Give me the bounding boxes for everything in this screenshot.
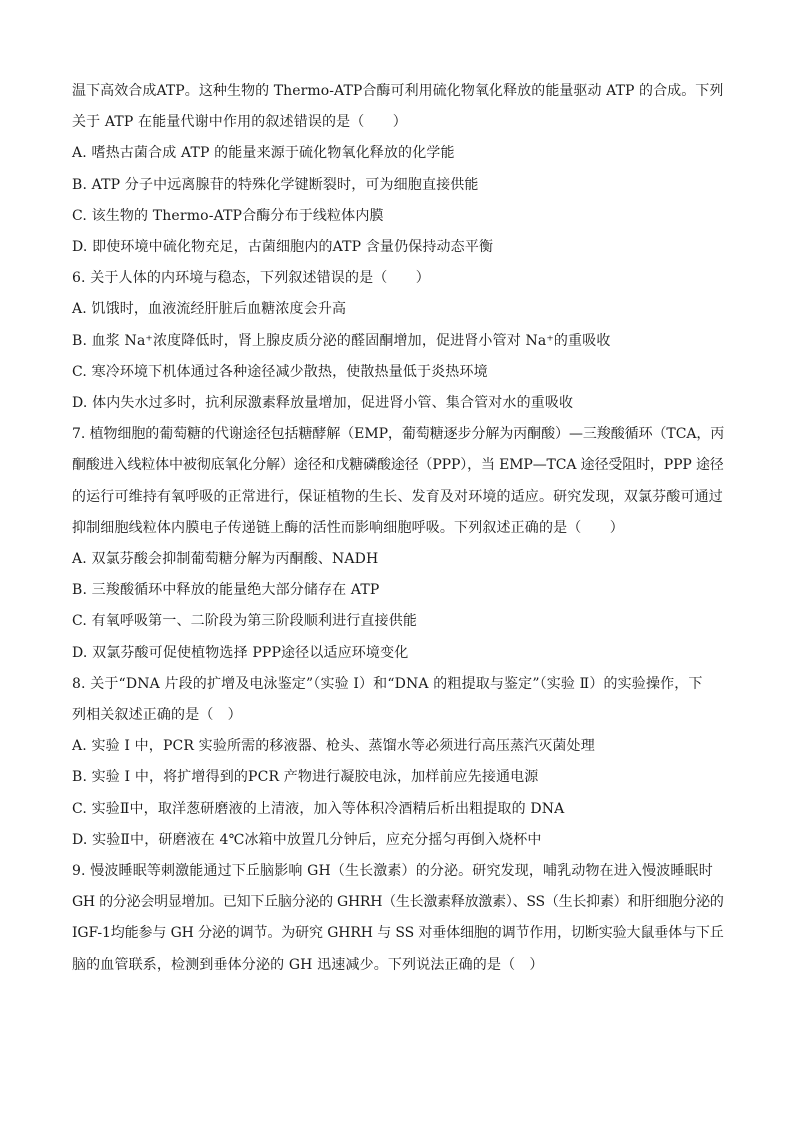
q6-stem: 6. 关于人体的内环境与稳态，下列叙述错误的是（ ） [72,270,430,287]
q9-stem-line-1: 9. 慢波睡眠等刺激能通过下丘脑影响 GH（生长激素）的分泌。研究发现，哺乳动物在进入慢波睡眠时 [72,863,713,880]
q5-option-b: B. ATP 分子中远离腺苷的特殊化学键断裂时，可为细胞直接供能 [72,176,479,193]
q8-option-d: D. 实验Ⅱ中，研磨液在 4℃冰箱中放置几分钟后，应充分摇匀再倒入烧杯中 [72,831,542,848]
q7-option-d: D. 双氯芬酸可促使植物选择 PPP途径以适应环境变化 [72,644,409,661]
q5-option-c: C. 该生物的 Thermo-ATP合酶分布于线粒体内膜 [72,207,384,224]
q8-option-a: A. 实验 I 中，PCR 实验所需的移液器、枪头、蒸馏水等必须进行高压蒸汽灭菌处理 [72,738,595,755]
q9-stem-line-4: 脑的血管联系，检测到垂体分泌的 GH 迅速减少。下列说法正确的是（ ） [72,956,544,973]
q5-stem-line-1: 温下高效合成ATP。这种生物的 Thermo-ATP合酶可利用硫化物氧化释放的能量驱动 ATP 的合成。下列 [72,83,724,99]
q6-option-a: A. 饥饿时，血液流经肝脏后血糖浓度会升高 [72,301,347,318]
q5-option-a: A. 嗜热古菌合成 ATP 的能量来源于硫化物氧化释放的化学能 [72,145,455,162]
q8-stem-line-2: 列相关叙述正确的是（ ） [72,707,242,724]
q9-stem-line-2: GH 的分泌会明显增加。已知下丘脑分泌的 GHRH（生长激素释放激素）、SS（生长抑素）和肝细胞分泌的 [72,894,724,911]
q7-option-a: A. 双氯芬酸会抑制葡萄糖分解为丙酮酸、NADH [72,551,379,568]
q7-stem-line-4: 抑制细胞线粒体内膜电子传递链上酶的活性而影响细胞呼吸。下列叙述正确的是（ ） [72,519,624,536]
q7-option-b: B. 三羧酸循环中释放的能量绝大部分储存在 ATP [72,582,380,599]
q7-stem-line-3: 的运行可维持有氧呼吸的正常进行，保证植物的生长、发育及对环境的适应。研究发现，双氯芬酸可通过 [72,488,723,505]
q7-stem-line-2: 酮酸进入线粒体中被彻底氧化分解）途径和戊糖磷酸途径（PPP），当 EMP—TCA 途径受阻时，PPP 途径 [72,457,724,474]
q6-option-d: D. 体内失水过多时，抗利尿激素释放量增加，促进肾小管、集合管对水的重吸收 [72,395,574,412]
q9-stem-line-3: IGF-1均能参与 GH 分泌的调节。为研究 GHRH 与 SS 对垂体细胞的调节作用，切断实验大鼠垂体与下丘 [72,925,724,942]
question-text-block [72,76,725,981]
q6-option-c: C. 寒冷环境下机体通过各种途径减少散热，使散热量低于炎热环境 [72,363,488,380]
q6-option-b: B. 血浆 Na⁺浓度降低时，肾上腺皮质分泌的醛固酮增加，促进肾小管对 Na⁺的重吸收 [72,332,611,349]
q8-option-c: C. 实验Ⅱ中，取洋葱研磨液的上清液，加入等体积冷酒精后析出粗提取的 DNA [72,800,565,817]
q8-stem-line-1: 8. 关于“DNA 片段的扩增及电泳鉴定”（实验 I）和“DNA 的粗提取与鉴定”（实验 Ⅱ）的实验操作，下 [72,675,703,692]
q5-stem-line-2: 关于 ATP 在能量代谢中作用的叙述错误的是（ ） [72,114,407,131]
q5-option-d: D. 即使环境中硫化物充足，古菌细胞内的ATP 含量仍保持动态平衡 [72,239,494,256]
q7-option-c: C. 有氧呼吸第一、二阶段为第三阶段顺利进行直接供能 [72,613,418,630]
q8-option-b: B. 实验 I 中，将扩增得到的PCR 产物进行凝胶电泳，加样前应先接通电源 [72,769,539,786]
q7-stem-line-1: 7. 植物细胞的葡萄糖的代谢途径包括糖酵解（EMP，葡萄糖逐步分解为丙酮酸）—三羧酸循环（TCA，丙 [72,426,725,443]
